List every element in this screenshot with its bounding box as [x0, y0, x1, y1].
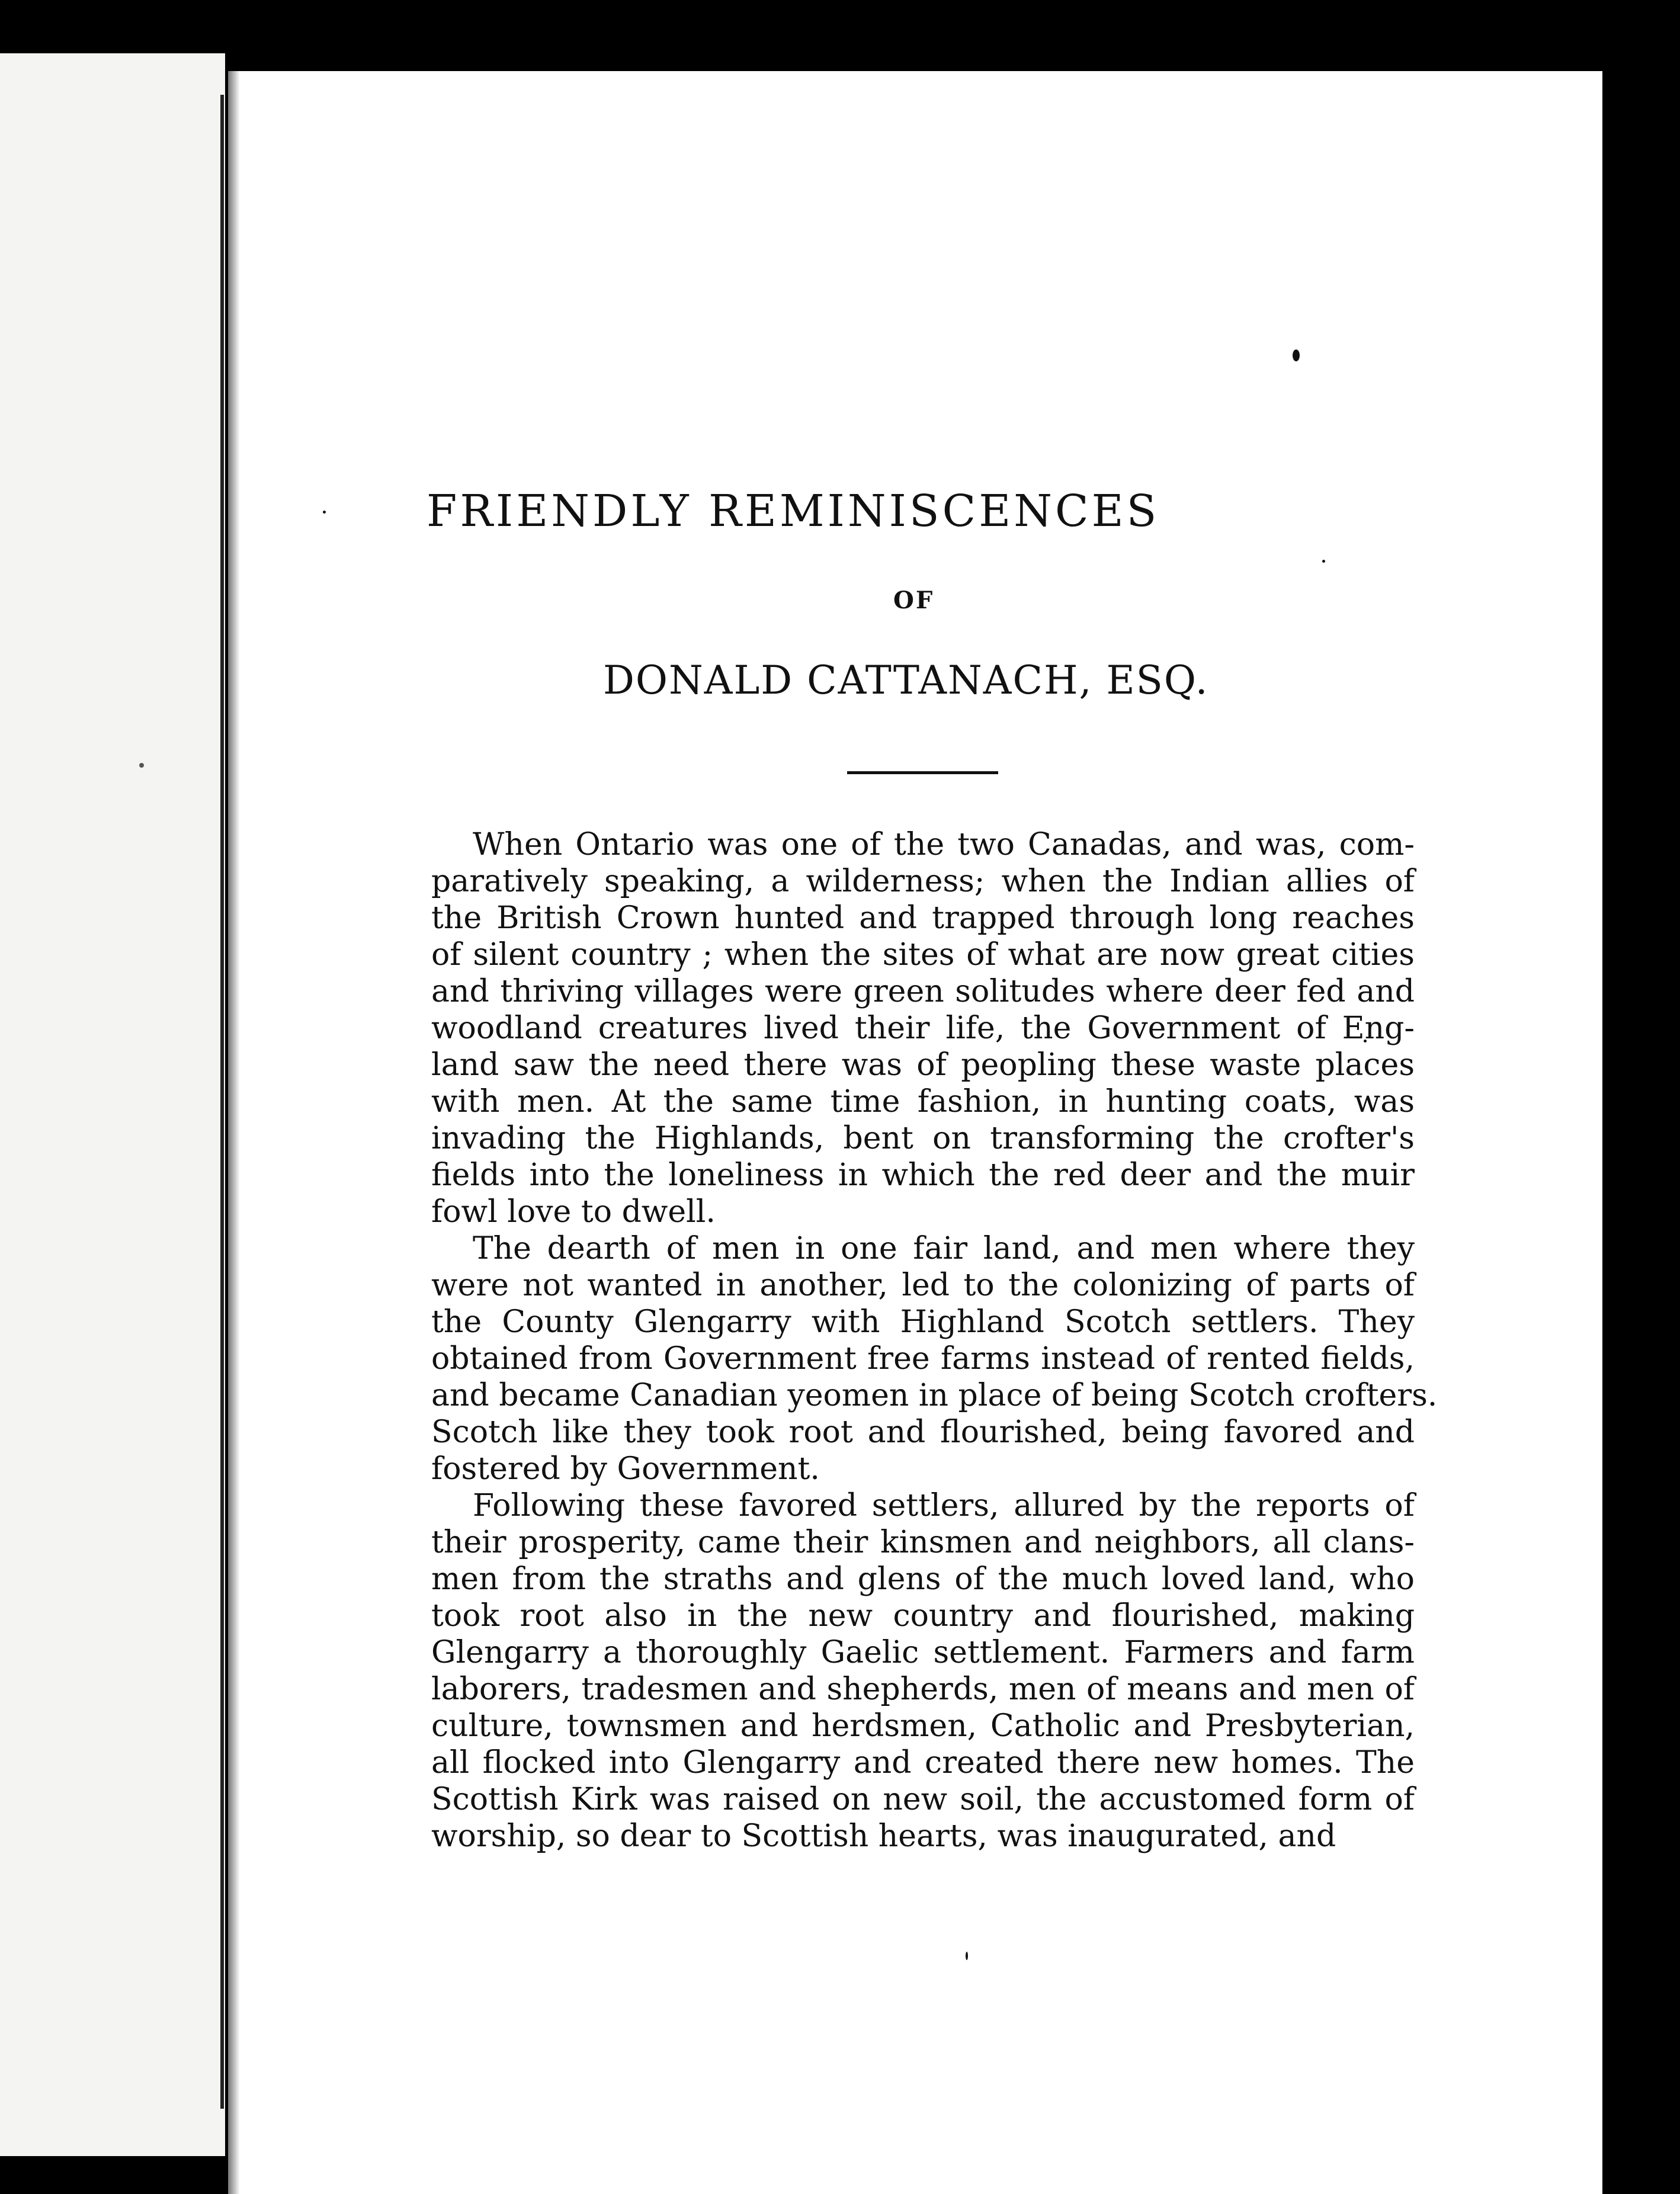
text-line: When Ontario was one of the two Canadas, and was, com- [473, 827, 1415, 862]
text-line: the County Glengarry with Highland Scotch settlers. They [431, 1304, 1415, 1340]
text-line: took root also in the new country and flourished, making [431, 1598, 1415, 1634]
text-line: fields into the loneliness in which the red deer and the muir [431, 1157, 1415, 1193]
previous-page-edge [0, 53, 225, 2156]
body-text [431, 826, 1438, 1855]
text-line: fostered by Government. [431, 1451, 820, 1487]
text-line: The dearth of men in one fair land, and men where they [473, 1231, 1415, 1266]
text-line: land saw the need there was of peopling these waste places [431, 1047, 1415, 1083]
text-line: and became Canadian yeomen in place of being Scotch crofters. [431, 1378, 1438, 1413]
paragraph [431, 1230, 1438, 1487]
text-line: Scotch like they took root and flourished, being favored and [431, 1414, 1415, 1450]
text-line: paratively speaking, a wilderness; when the Indian allies of [431, 864, 1415, 899]
text-line: with men. At the same time fashion, in hunting coats, was [431, 1084, 1415, 1120]
binding-shadow [228, 71, 240, 2194]
text-line: men from the straths and glens of the much loved land, who [431, 1561, 1415, 1597]
page-subtitle: DONALD CATTANACH, ESQ. [603, 657, 1209, 703]
text-line: and thriving villages were green solitudes where deer fed and [431, 974, 1415, 1009]
text-line: were not wanted in another, led to the colonizing of parts of [431, 1268, 1415, 1303]
page-gutter-shadow [220, 95, 224, 2109]
text-line: laborers, tradesmen and shepherds, men of means and men of [431, 1672, 1415, 1707]
page-title: FRIENDLY REMINISCENCES [427, 486, 1160, 537]
paragraph [431, 1487, 1415, 1855]
text-line: invading the Highlands, bent on transforming the crofter's [431, 1121, 1415, 1156]
text-line: fowl love to dwell. [431, 1194, 716, 1230]
text-line: the British Crown hunted and trapped through long reaches [431, 900, 1415, 936]
text-line: Glengarry a thoroughly Gaelic settlement. Farmers and farm [431, 1635, 1415, 1670]
paragraph [431, 826, 1415, 1230]
text-line: all flocked into Glengarry and created there new homes. The [431, 1745, 1415, 1781]
ink-speck [139, 763, 144, 768]
text-line: of silent country ; when the sites of what are now great cities [431, 937, 1415, 973]
text-line: obtained from Government free farms instead of rented fields, [431, 1341, 1415, 1377]
text-line: Following these favored settlers, allured by the reports of [473, 1488, 1415, 1523]
ink-speck [966, 1952, 968, 1960]
text-line: woodland creatures lived their life, the Government of Eng- [431, 1011, 1415, 1046]
text-line: Scottish Kirk was raised on new soil, the accustomed form of [431, 1782, 1415, 1817]
title-divider-rule [847, 771, 998, 774]
text-line: culture, townsmen and herdsmen, Catholic and Presbyterian, [431, 1708, 1415, 1744]
title-connector: OF [893, 586, 935, 614]
ink-speck [1322, 560, 1325, 563]
text-line: worship, so dear to Scottish hearts, was inaugurated, and [431, 1818, 1336, 1854]
ink-speck [1293, 349, 1300, 361]
text-line: their prosperity, came their kinsmen and neighbors, all clans- [431, 1525, 1415, 1560]
